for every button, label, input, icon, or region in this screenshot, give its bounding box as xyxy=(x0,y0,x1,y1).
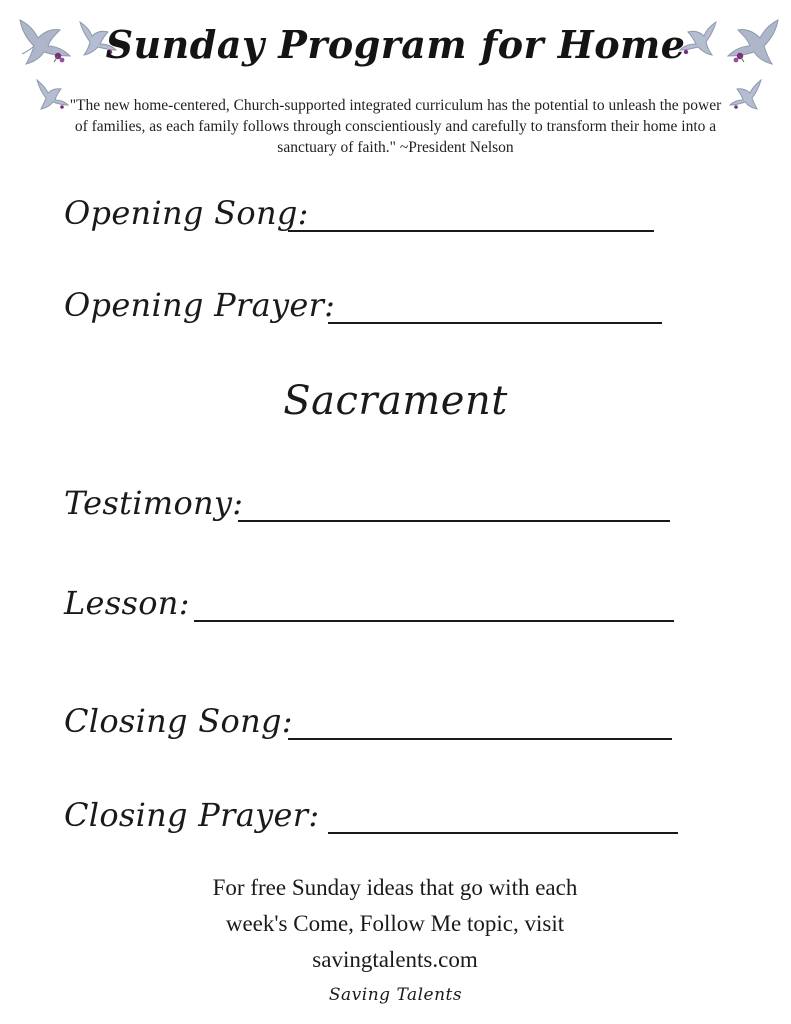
opening-prayer-blank[interactable] xyxy=(328,322,662,324)
closing-song-blank[interactable] xyxy=(288,738,672,740)
opening-song-blank[interactable] xyxy=(288,230,654,232)
testimony-blank[interactable] xyxy=(238,520,670,522)
footer-note xyxy=(95,870,695,978)
closing-song-field xyxy=(64,688,684,748)
testimony-label: Testimony: xyxy=(64,484,244,522)
dove-icon xyxy=(726,74,764,112)
brand-signature: Saving Talents xyxy=(328,985,463,1005)
president-quote: "The new home-centered, Church-supported integrated curriculum has the potential to unleash the power of families, as each family follows through conscientiously and carefully to transform their home into a sanctuary of faith." ~President Nelson xyxy=(69,97,722,156)
page-title: Sunday Program for Home xyxy=(105,22,686,67)
footer-link: savingtalents.com xyxy=(312,947,478,972)
section-heading-sacrament: Sacrament xyxy=(283,378,508,424)
lesson-field xyxy=(64,570,684,630)
footer-line-1: For free Sunday ideas that go with each xyxy=(212,875,578,900)
footer-line-2: week's Come, Follow Me topic, visit xyxy=(225,911,565,936)
opening-song-label: Opening Song: xyxy=(64,194,309,232)
closing-prayer-blank[interactable] xyxy=(328,832,678,834)
opening-prayer-label: Opening Prayer: xyxy=(64,286,336,324)
closing-prayer-field xyxy=(64,782,684,842)
closing-prayer-label: Closing Prayer: xyxy=(64,796,320,834)
lesson-label: Lesson: xyxy=(64,584,190,622)
closing-song-label: Closing Song: xyxy=(64,702,293,740)
opening-song-field xyxy=(64,180,664,240)
lesson-blank[interactable] xyxy=(194,620,674,622)
testimony-field xyxy=(64,470,674,530)
opening-prayer-field xyxy=(64,272,664,332)
